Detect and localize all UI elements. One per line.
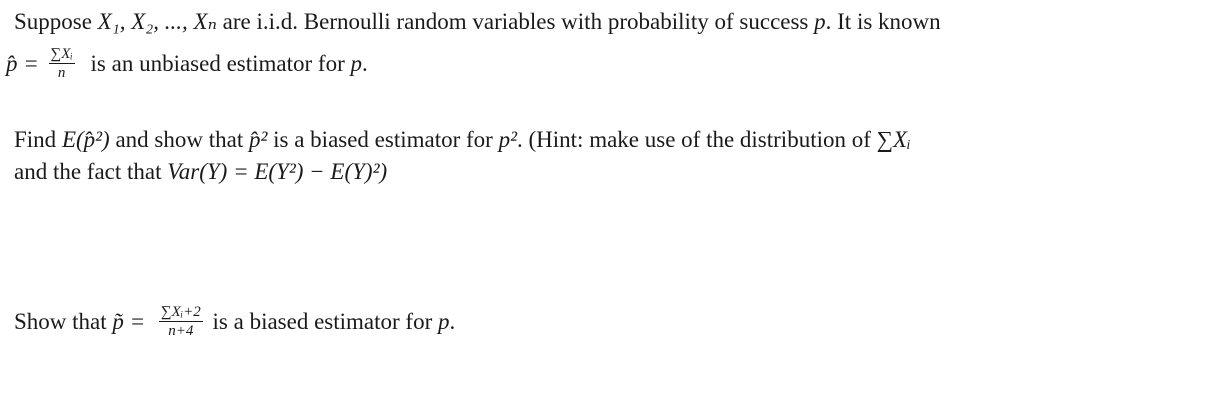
q2-hint-text: . (Hint: make use of the distribution of	[517, 127, 877, 152]
q1-period: .	[361, 50, 368, 76]
q1-phat-lhs: p̂ =	[6, 50, 39, 76]
q2-p-squared: p²	[498, 127, 517, 152]
q2-lead-text: Find	[14, 127, 62, 152]
q3-line	[14, 306, 455, 341]
q2-line2-lead: and the fact that	[14, 159, 168, 184]
q2-line2	[14, 158, 387, 186]
q2-mid-text-1: and show that	[109, 127, 249, 152]
q2-sum-symbol: ∑Xᵢ	[876, 127, 911, 152]
q1-lead-text: Suppose	[14, 9, 98, 34]
q1-line1	[14, 8, 941, 36]
q3-fraction	[159, 304, 203, 339]
q2-line1	[14, 126, 911, 154]
q3-biased-text: is a biased estimator for	[212, 308, 438, 334]
q1-unbiased-text: is an unbiased estimator for	[90, 50, 351, 76]
q1-variables: X₁, X₂, ..., Xₙ	[97, 9, 217, 34]
q3-p-symbol: p	[438, 308, 450, 334]
q2-variance-formula: Var(Y) = E(Y²) − E(Y)²)	[167, 159, 388, 184]
q3-lead-text: Show that	[14, 308, 113, 334]
q1-tail-text: . It is known	[825, 9, 941, 34]
q1-p-symbol-2: p	[350, 50, 362, 76]
q3-fraction-numerator: ∑Xᵢ+2	[160, 304, 201, 320]
q2-mid-text-2: is a biased estimator for	[267, 127, 499, 152]
q1-fraction-denominator: n	[57, 65, 66, 81]
q3-ptilde-lhs: p̃ =	[112, 308, 146, 334]
q1-line2	[6, 48, 368, 83]
q2-phat-squared: p̂²	[248, 127, 268, 152]
q3-period: .	[449, 308, 456, 334]
q1-fraction	[49, 46, 75, 81]
q1-fraction-numerator: ∑Xᵢ	[50, 46, 73, 62]
q2-expectation: E(p̂²)	[61, 127, 110, 152]
q3-fraction-denominator: n+4	[168, 323, 194, 339]
q1-mid-text: are i.i.d. Bernoulli random variables with probability of success	[216, 9, 815, 34]
q1-p-symbol: p	[814, 9, 826, 34]
